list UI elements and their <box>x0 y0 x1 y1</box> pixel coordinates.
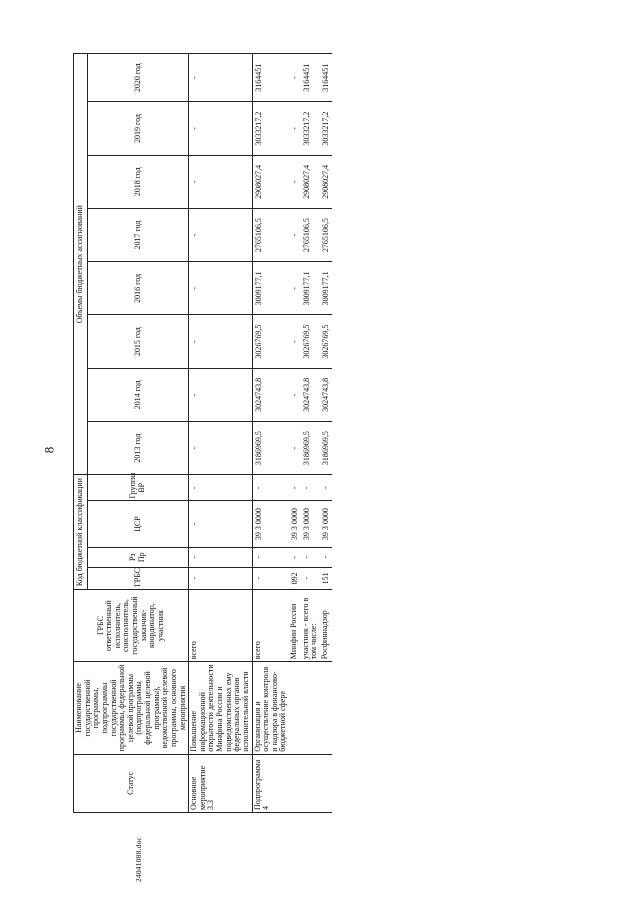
header-status: Статус <box>74 754 189 812</box>
rzpr-cell: - <box>189 547 252 567</box>
vr-cell: - <box>320 475 332 501</box>
value-cell: 2765106,5 <box>252 208 289 261</box>
value-cell: 3164451 <box>320 54 332 102</box>
page-number: 8 <box>41 446 57 454</box>
header-year: 2013 год <box>87 422 189 475</box>
value-cell: 3024743,8 <box>252 368 289 421</box>
header-year: 2015 год <box>87 315 189 368</box>
value-cell: 3026769,5 <box>252 315 289 368</box>
header-kbk-grbs: ГРБС <box>87 567 189 589</box>
header-year: 2020 год <box>87 54 189 102</box>
rzpr-cell: - <box>301 547 320 567</box>
header-kbk-vr: Группы ВР <box>87 475 189 501</box>
grbs-code-cell: 092 <box>289 567 301 589</box>
header-year: 2014 год <box>87 368 189 421</box>
footer-filename: 24041088.doc <box>134 836 144 883</box>
value-cell: - <box>189 315 252 368</box>
status-cell: Подпрограмма 4 <box>252 754 289 812</box>
value-cell: 3009177,1 <box>301 262 320 315</box>
value-cell: 3033217,2 <box>320 102 332 155</box>
value-cell: 3186969,5 <box>252 422 289 475</box>
value-cell: 3024743,8 <box>301 368 320 421</box>
table-row <box>301 54 320 813</box>
value-cell: 3026769,5 <box>320 315 332 368</box>
vr-cell: - <box>301 475 320 501</box>
csr-cell: 39 3 0000 <box>252 501 289 547</box>
table-row <box>189 54 252 813</box>
grbs-code-cell: - <box>252 567 289 589</box>
grbs-cell: Минфин России <box>289 589 301 661</box>
value-cell: 3009177,1 <box>320 262 332 315</box>
rzpr-cell: - <box>252 547 289 567</box>
table-row <box>289 54 301 813</box>
name-cell <box>320 662 332 754</box>
value-cell: - <box>289 422 301 475</box>
csr-cell: 39 3 0000 <box>320 501 332 547</box>
value-cell: 3033217,2 <box>252 102 289 155</box>
status-cell: Основное мероприятие 3.3 <box>189 754 252 812</box>
rzpr-cell: - <box>320 547 332 567</box>
status-cell <box>289 754 301 812</box>
value-cell: 3186969,5 <box>320 422 332 475</box>
value-cell: 3164451 <box>301 54 320 102</box>
header-year: 2016 год <box>87 262 189 315</box>
status-cell <box>301 754 320 812</box>
value-cell: - <box>189 208 252 261</box>
value-cell: 3026769,5 <box>301 315 320 368</box>
value-cell: 3024743,8 <box>320 368 332 421</box>
value-cell: - <box>189 54 252 102</box>
vr-cell: - <box>289 475 301 501</box>
value-cell: 2908027,4 <box>320 155 332 208</box>
header-grbs: ГРБС ответственный исполнитель, соисполнитель, государственный заказчик-координатор, участник <box>74 589 189 661</box>
value-cell: - <box>289 262 301 315</box>
value-cell: - <box>189 368 252 421</box>
header-kbk: Код бюджетной классификации <box>74 475 88 590</box>
value-cell: 2908027,4 <box>301 155 320 208</box>
header-year: 2019 год <box>87 102 189 155</box>
value-cell: - <box>289 102 301 155</box>
header-year: 2017 год <box>87 208 189 261</box>
csr-cell: 39 3 0000 <box>289 501 301 547</box>
grbs-cell: Росфиннадзор <box>320 589 332 661</box>
value-cell: - <box>189 262 252 315</box>
grbs-cell: всего <box>189 589 252 661</box>
name-cell: Повышение информационной открытости деятельности Минфина России и подведомственных ему федеральных органов исполнительной власти <box>189 662 252 754</box>
value-cell: 3033217,2 <box>301 102 320 155</box>
value-cell: 3009177,1 <box>252 262 289 315</box>
header-kbk-rzpr: Рз Пр <box>87 547 189 567</box>
csr-cell: 39 3 0000 <box>301 501 320 547</box>
value-cell: - <box>289 368 301 421</box>
table-row <box>320 54 332 813</box>
grbs-code-cell: - <box>301 567 320 589</box>
value-cell: - <box>289 208 301 261</box>
vr-cell: - <box>252 475 289 501</box>
name-cell <box>289 662 301 754</box>
name-cell <box>301 662 320 754</box>
value-cell: - <box>289 155 301 208</box>
value-cell: - <box>189 422 252 475</box>
rzpr-cell: - <box>289 547 301 567</box>
grbs-cell: всего <box>252 589 289 661</box>
grbs-cell: участник - всего в том числе: <box>301 589 320 661</box>
header-year: 2018 год <box>87 155 189 208</box>
grbs-code-cell: - <box>189 567 252 589</box>
value-cell: 2765106,5 <box>320 208 332 261</box>
header-kbk-csr: ЦСР <box>87 501 189 547</box>
name-cell: Организация и осуществление контроля и надзора в финансово-бюджетной сфере <box>252 662 289 754</box>
value-cell: - <box>289 54 301 102</box>
value-cell: 3164451 <box>252 54 289 102</box>
value-cell: 2908027,4 <box>252 155 289 208</box>
vr-cell: - <box>189 475 252 501</box>
value-cell: - <box>189 102 252 155</box>
status-cell <box>320 754 332 812</box>
value-cell: 3186969,5 <box>301 422 320 475</box>
csr-cell: - <box>189 501 252 547</box>
value-cell: - <box>289 315 301 368</box>
table-row <box>252 54 289 813</box>
header-name: Наименование государственной программы, подпрограммы государственной программы, федеральной целевой программы (подпрограммы федеральной целевой программы), ведомственной целевой программы, основного мероприятия <box>74 662 189 754</box>
grbs-code-cell: 151 <box>320 567 332 589</box>
value-cell: 2765106,5 <box>301 208 320 261</box>
header-volumes: Объемы бюджетных ассигнований <box>74 54 88 475</box>
budget-table <box>73 53 332 813</box>
value-cell: - <box>189 155 252 208</box>
